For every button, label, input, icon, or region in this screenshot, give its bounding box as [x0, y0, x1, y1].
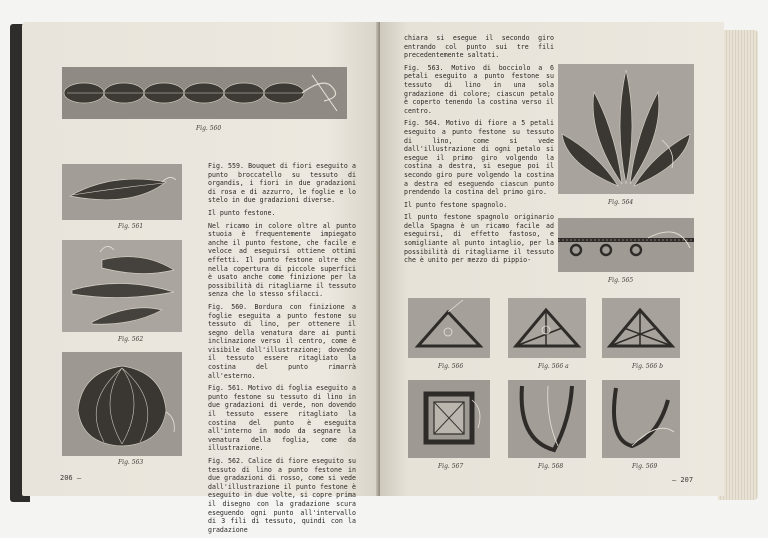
figure-566 [408, 298, 490, 358]
right-text-column [404, 34, 554, 269]
paragraph: Fig. 564. Motivo di fiore a 5 petali eseguito a punto festone su tessuto di lino, come si vede dall'illustrazione di ogni petalo si esegue il primo giro volgendo la costina a destra, si esegue poi il secondo giro pure volgendo la costina a destra ed eseguendo ciascun punto prendendo la costina del primo giro. [404, 119, 554, 197]
paragraph: Fig. 561. Motivo di foglia eseguito a punto festone su tessuto di lino in due gradazioni di verde, non dovendo il tessuto essere ritagliato la costina del punto è eseguita all'interno in modo da segnare la venatura della foglia, come da illustrazione. [208, 384, 356, 453]
figure-567 [408, 380, 490, 458]
paragraph: Il punto festone spagnolo originario della Spagna è un ricamo facile ad eseguirsi, di effetto fastoso, e somigliante al punto intaglio, per la possibilità di ritagliarne il tessuto che è unito per mezzo di pippio- [404, 213, 554, 265]
figure-563 [62, 352, 182, 456]
caption-fig-564: Fig. 564 [608, 199, 634, 206]
figure-564 [558, 64, 694, 194]
figure-569 [602, 380, 680, 458]
page-number-right: — 207 [672, 476, 694, 484]
caption-fig-566a: Fig. 566 a [538, 363, 569, 370]
caption-fig-569: Fig. 569 [632, 463, 658, 470]
caption-fig-561: Fig. 561 [118, 223, 144, 230]
figure-565 [558, 218, 694, 272]
caption-fig-568: Fig. 568 [538, 463, 564, 470]
open-book [6, 8, 762, 534]
caption-fig-560: Fig. 560 [196, 125, 222, 132]
page-number-left: 206 — [60, 474, 82, 482]
paragraph: Nel ricamo in colore oltre al punto stuoia è frequentemente impiegato anche il punto festone, che facile e veloce ad eseguirsi ottiene ottimi effetti. Il punto festone oltre che nella copertura di piccole superfici è usato anche come finizione per la possibilità di ritagliarne il tessuto senza che lo stesso sfilacci. [208, 221, 356, 299]
figure-566b [602, 298, 680, 358]
caption-fig-565: Fig. 565 [608, 277, 634, 284]
figure-560 [62, 67, 347, 119]
right-page [380, 22, 724, 496]
paragraph: Fig. 563. Motivo di bocciolo a 6 petali eseguito a punto festone su tessuto di lino in una sola gradazione di colore; ciascun petalo è coperto tenendo la costina verso il centro. [404, 63, 554, 115]
caption-fig-567: Fig. 567 [438, 463, 464, 470]
paragraph: Fig. 559. Bouquet di fiori eseguito a punto broccatello su tessuto di organdis, i fiori in due gradazioni di rosa e di azzurro, le foglie e lo stelo in due gradazioni diverse. [208, 162, 356, 205]
figure-568 [508, 380, 586, 458]
left-text-column [208, 162, 356, 538]
caption-fig-562: Fig. 562 [118, 336, 144, 343]
paragraph: Fig. 562. Calice di fiore eseguito su tessuto di lino a punto festone in due gradazioni di rosso, come si vede dall'illustrazione il punto festone è eseguito in due volte, si copre prima il disegno con la gradazione scura eseguendo ogni punto all'intervallo di 3 fili di tessuto, quindi con la gradazione [208, 457, 356, 534]
caption-fig-566b: Fig. 566 b [632, 363, 663, 370]
caption-fig-566: Fig. 566 [438, 363, 464, 370]
left-page [22, 22, 380, 534]
caption-fig-563: Fig. 563 [118, 459, 144, 466]
paragraph: Fig. 560. Bordura con finizione a foglie eseguita a punto festone su tessuto di lino, per ottenere il segno della venatura dare ai punti inclinazione verso il centro, come è visibile dall'illustrazione; dovendo il tessuto essere ritagliato la costina del punto rimarrà all'esterno. [208, 302, 356, 380]
section-heading: Il punto festone. [208, 208, 276, 217]
figure-566a [508, 298, 586, 358]
section-heading: Il punto festone spagnolo. [404, 200, 508, 209]
figure-561 [62, 164, 182, 220]
paragraph: chiara si esegue il secondo giro entrando col punto sui tre fili precedentemente saltati. [404, 34, 554, 60]
figure-562 [62, 240, 182, 332]
page-edges [718, 30, 758, 500]
